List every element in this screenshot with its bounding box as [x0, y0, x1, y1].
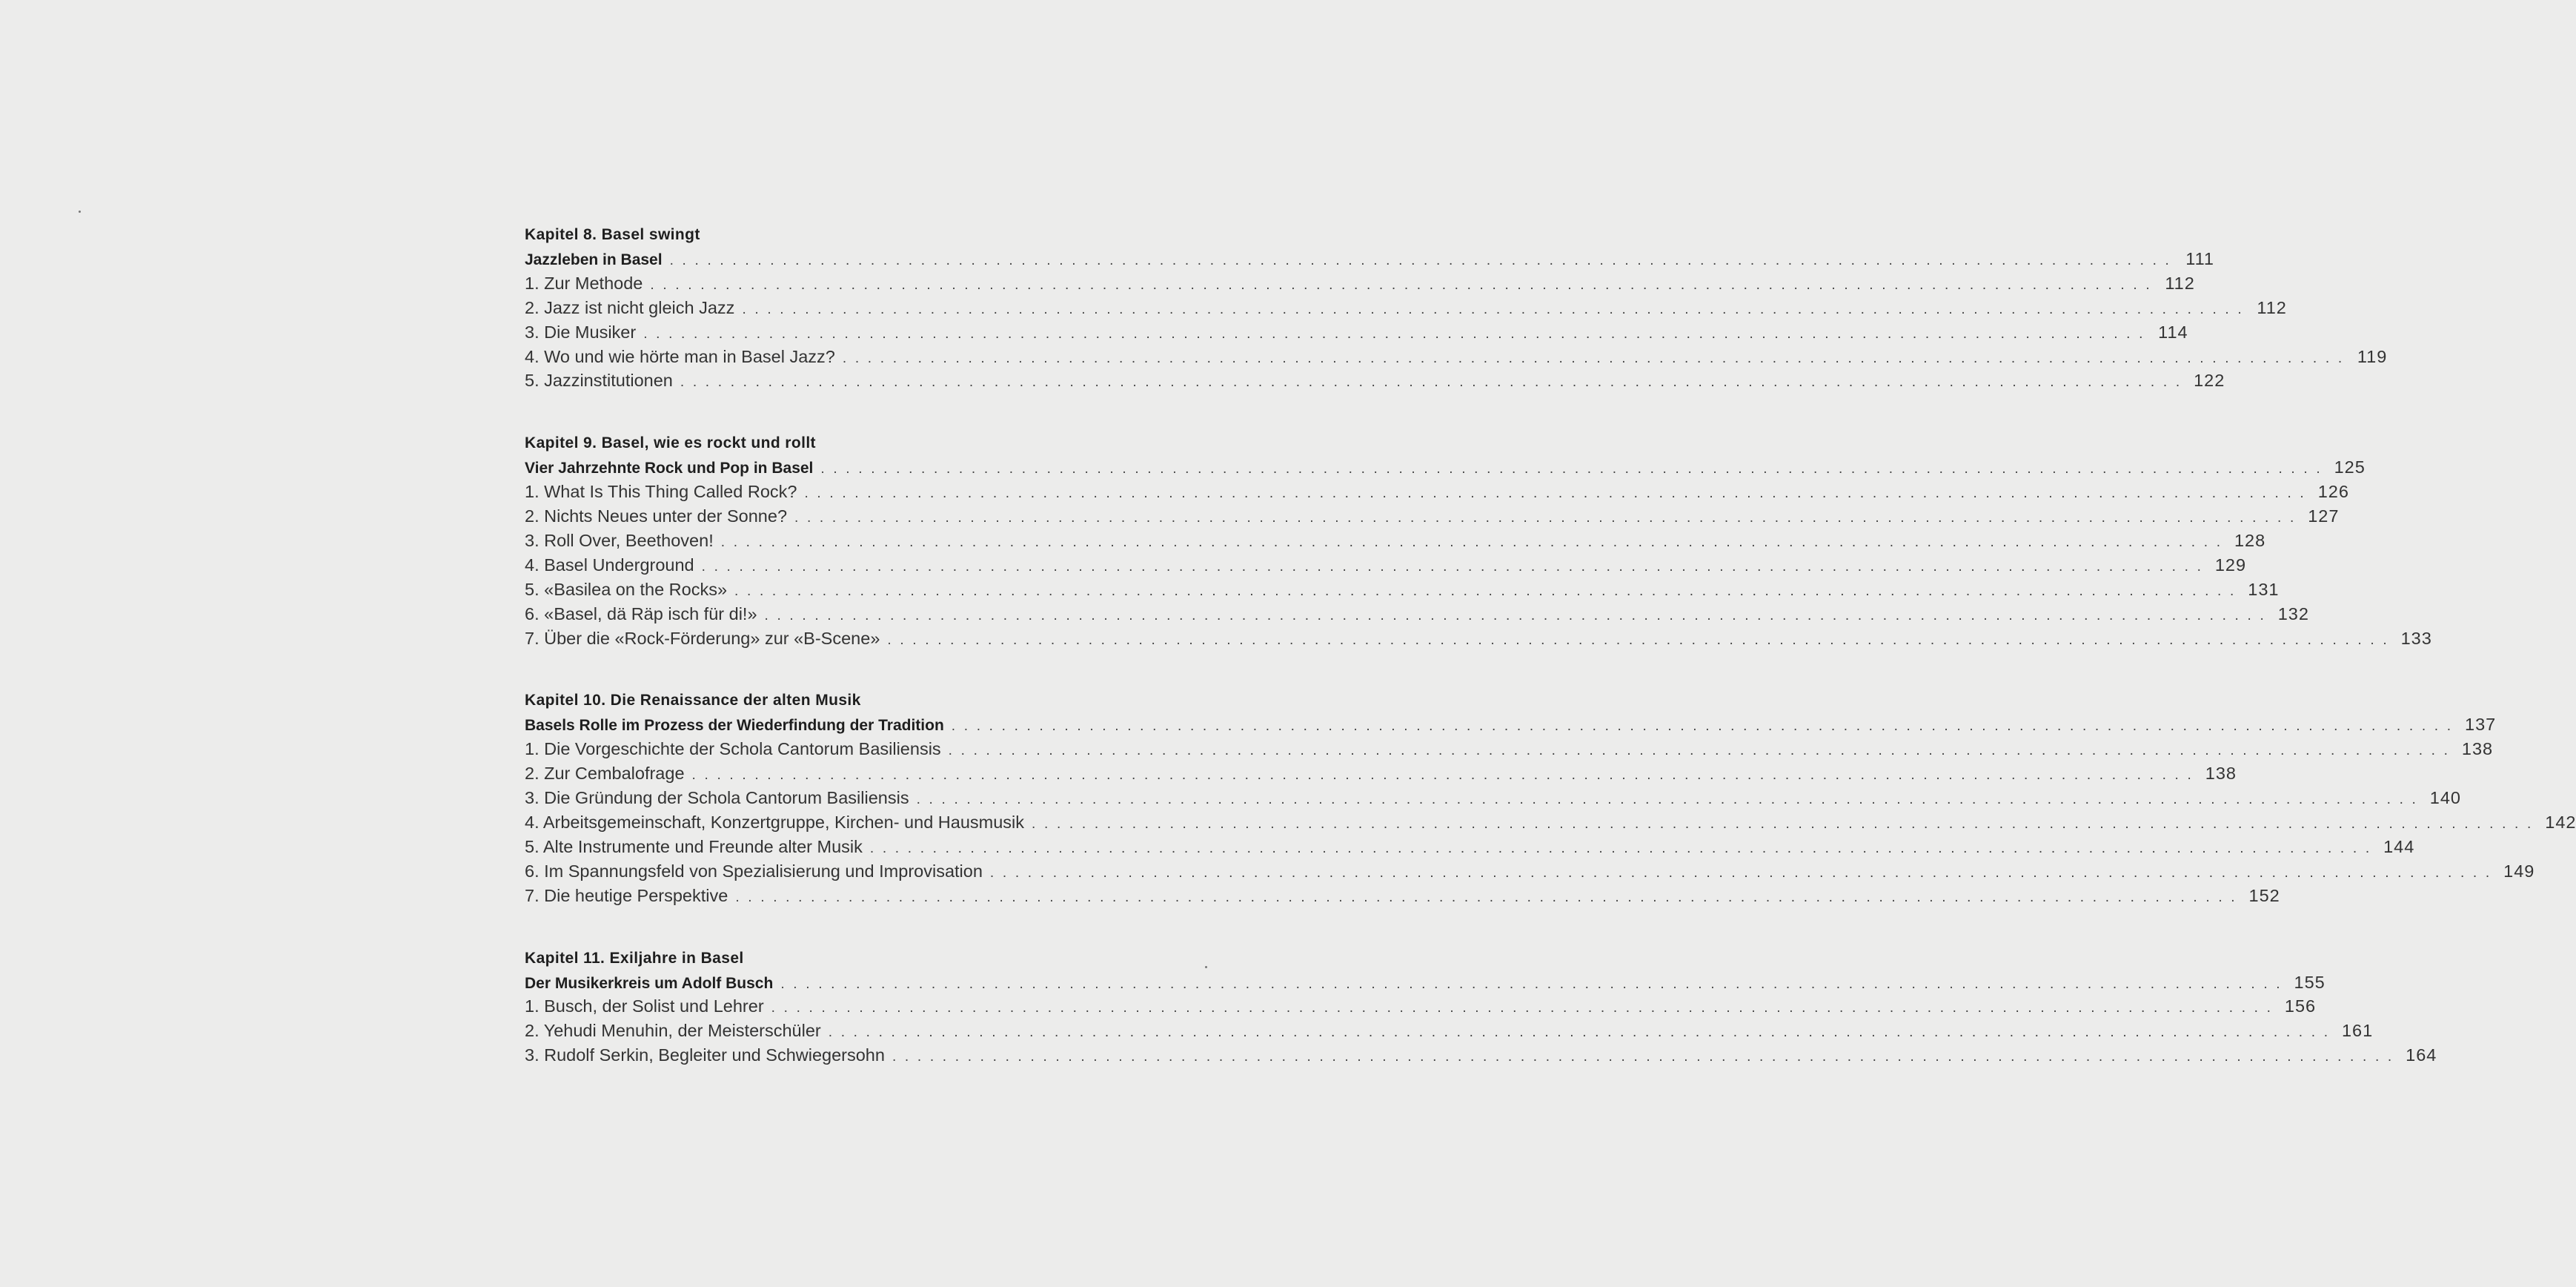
entry-page-number: 128 — [2234, 531, 2266, 551]
toc-entry — [525, 994, 2317, 1019]
chapter-11 — [525, 946, 2437, 1068]
entry-label: 4. Basel Underground — [525, 555, 694, 575]
entry-label: 4. Wo und wie hörte man in Basel Jazz? — [525, 346, 835, 366]
chapter-subtitle-entry — [525, 247, 2215, 271]
chapter-9 — [525, 431, 2432, 650]
toc-entry — [525, 368, 2225, 393]
dot-leader: . . . . . . . . . . . . . . . . . . . . . . . . . . . . . . . . . . . . . . . . . . . . . . . . . . . . . . . . . . . . . . . . . . . . . . . . . . . . . . . . . . . . . . . . . . . . . . . . . . . . . . . . . . . . . . . . . . . . . . . . — [804, 486, 2306, 502]
entry-page-number: 132 — [2277, 603, 2309, 623]
dot-leader: . . . . . . . . . . . . . . . . . . . . . . . . . . . . . . . . . . . . . . . . . . . . . . . . . . . . . . . . . . . . . . . . . . . . . . . . . . . . . . . . . . . . . . . . . . . . . . . . . . . . . . . . . . . . . . . . . . . . . . . . — [1032, 816, 2534, 833]
entry-label: 5. «Basilea on the Rocks» — [525, 579, 728, 599]
toc-entry — [525, 602, 2309, 626]
entry-page-number: 125 — [2334, 457, 2366, 477]
entry-label: 4. Arbeitsgemeinschaft, Konzertgruppe, Kirchen- und Hausmusik — [525, 813, 1025, 833]
entry-label: 3. Rudolf Serkin, Begleiter und Schwiegersohn — [525, 1045, 885, 1065]
entry-page-number: 119 — [2357, 346, 2388, 366]
entry-page-number: 138 — [2461, 739, 2494, 759]
toc-entry — [525, 345, 2388, 369]
toc-entry — [525, 320, 2188, 345]
toc-entry — [525, 1019, 2374, 1043]
entry-page-number: 111 — [2185, 249, 2215, 268]
toc-entry — [525, 835, 2415, 859]
scan-speck — [1205, 966, 1207, 968]
toc-entry — [525, 480, 2349, 504]
dot-leader: . . . . . . . . . . . . . . . . . . . . . . . . . . . . . . . . . . . . . . . . . . . . . . . . . . . . . . . . . . . . . . . . . . . . . . . . . . . . . . . . . . . . . . . . . . . . . . . . . . . . . . . . . . . . . . . . . . . . . . . . — [828, 1025, 2331, 1041]
toc-entry — [525, 761, 2237, 786]
dot-leader: . . . . . . . . . . . . . . . . . . . . . . . . . . . . . . . . . . . . . . . . . . . . . . . . . . . . . . . . . . . . . . . . . . . . . . . . . . . . . . . . . . . . . . . . . . . . . . . . . . . . . . . . . . . . . . . . . . . . . . . . — [794, 510, 2297, 526]
chapter-title: Kapitel 11. Exiljahre in Basel — [525, 949, 744, 967]
dot-leader: . . . . . . . . . . . . . . . . . . . . . . . . . . . . . . . . . . . . . . . . . . . . . . . . . . . . . . . . . . . . . . . . . . . . . . . . . . . . . . . . . . . . . . . . . . . . . . . . . . . . . . . . . . . . . . . . . . . . . . . . — [735, 889, 2237, 905]
dot-leader: . . . . . . . . . . . . . . . . . . . . . . . . . . . . . . . . . . . . . . . . . . . . . . . . . . . . . . . . . . . . . . . . . . . . . . . . . . . . . . . . . . . . . . . . . . . . . . . . . . . . . . . . . . . . . . . . . . . . . . . . — [691, 767, 2194, 784]
dot-leader: . . . . . . . . . . . . . . . . . . . . . . . . . . . . . . . . . . . . . . . . . . . . . . . . . . . . . . . . . . . . . . . . . . . . . . . . . . . . . . . . . . . . . . . . . . . . . . . . . . . . . . . . . . . . . . . . . . . . . . . . — [916, 792, 2419, 808]
dot-leader: . . . . . . . . . . . . . . . . . . . . . . . . . . . . . . . . . . . . . . . . . . . . . . . . . . . . . . . . . . . . . . . . . . . . . . . . . . . . . . . . . . . . . . . . . . . . . . . . . . . . . . . . . . . . . . . . . . . . . . . . — [951, 718, 2454, 735]
chapter-10 — [525, 688, 2576, 907]
dot-leader: . . . . . . . . . . . . . . . . . . . . . . . . . . . . . . . . . . . . . . . . . . . . . . . . . . . . . . . . . . . . . . . . . . . . . . . . . . . . . . . . . . . . . . . . . . . . . . . . . . . . . . . . . . . . . . . . . . . . . . . . — [771, 1000, 2274, 1016]
chapter-title: Kapitel 9. Basel, wie es rockt und rollt — [525, 434, 816, 452]
chapter-subtitle-entry — [525, 970, 2326, 995]
entry-page-number: 114 — [2158, 322, 2188, 342]
entry-label: Der Musikerkreis um Adolf Busch — [525, 974, 774, 992]
entry-label: 2. Jazz ist nicht gleich Jazz — [525, 297, 735, 317]
entry-page-number: 149 — [2503, 861, 2535, 881]
entry-page-number: 155 — [2294, 972, 2326, 992]
entry-label: 2. Nichts Neues unter der Sonne? — [525, 506, 788, 526]
entry-label: 7. Die heutige Perspektive — [525, 885, 728, 905]
entry-page-number: 126 — [2317, 482, 2349, 502]
entry-page-number: 122 — [2194, 371, 2225, 391]
table-of-contents — [525, 222, 2576, 1068]
entry-page-number: 164 — [2406, 1045, 2437, 1065]
dot-leader: . . . . . . . . . . . . . . . . . . . . . . . . . . . . . . . . . . . . . . . . . . . . . . . . . . . . . . . . . . . . . . . . . . . . . . . . . . . . . . . . . . . . . . . . . . . . . . . . . . . . . . . . . . . . . . . . . . . . . . . . — [643, 325, 2145, 342]
dot-leader: . . . . . . . . . . . . . . . . . . . . . . . . . . . . . . . . . . . . . . . . . . . . . . . . . . . . . . . . . . . . . . . . . . . . . . . . . . . . . . . . . . . . . . . . . . . . . . . . . . . . . . . . . . . . . . . . . . . . . . . . — [720, 535, 2223, 551]
entry-page-number: 156 — [2284, 996, 2317, 1016]
toc-entry — [525, 553, 2247, 578]
chapter-subtitle-entry — [525, 455, 2366, 480]
entry-page-number: 152 — [2248, 885, 2280, 905]
entry-page-number: 161 — [2341, 1021, 2374, 1041]
entry-label: 3. Roll Over, Beethoven! — [525, 531, 714, 551]
entry-label: 7. Über die «Rock-Förderung» zur «B-Scene» — [525, 628, 880, 648]
entry-label: Basels Rolle im Prozess der Wiederfindung der Tradition — [525, 717, 944, 735]
entry-page-number: 129 — [2214, 555, 2247, 575]
dot-leader: . . . . . . . . . . . . . . . . . . . . . . . . . . . . . . . . . . . . . . . . . . . . . . . . . . . . . . . . . . . . . . . . . . . . . . . . . . . . . . . . . . . . . . . . . . . . . . . . . . . . . . . . . . . . . . . . . . . . . . . . — [887, 632, 2389, 648]
dot-leader: . . . . . . . . . . . . . . . . . . . . . . . . . . . . . . . . . . . . . . . . . . . . . . . . . . . . . . . . . . . . . . . . . . . . . . . . . . . . . . . . . . . . . . . . . . . . . . . . . . . . . . . . . . . . . . . . . . . . . . . . — [764, 607, 2266, 623]
entry-label: 5. Jazzinstitutionen — [525, 371, 673, 391]
toc-entry — [525, 504, 2340, 529]
toc-entry — [525, 859, 2535, 884]
toc-entry — [525, 296, 2287, 320]
entry-label: 5. Alte Instrumente und Freunde alter Musik — [525, 836, 863, 856]
toc-entry — [525, 271, 2195, 296]
dot-leader: . . . . . . . . . . . . . . . . . . . . . . . . . . . . . . . . . . . . . . . . . . . . . . . . . . . . . . . . . . . . . . . . . . . . . . . . . . . . . . . . . . . . . . . . . . . . . . . . . . . . . . . . . . . . . . . . . . . . . . . . — [842, 350, 2345, 366]
entry-page-number: 112 — [2257, 297, 2287, 317]
entry-label: 1. Die Vorgeschichte der Schola Cantorum Basiliensis — [525, 739, 941, 759]
dot-leader: . . . . . . . . . . . . . . . . . . . . . . . . . . . . . . . . . . . . . . . . . . . . . . . . . . . . . . . . . . . . . . . . . . . . . . . . . . . . . . . . . . . . . . . . . . . . . . . . . . . . . . . . . . . . . . . . . . . . . . . . — [820, 461, 2323, 477]
entry-page-number: 140 — [2429, 788, 2462, 808]
entry-page-number: 131 — [2248, 579, 2280, 599]
dot-leader: . . . . . . . . . . . . . . . . . . . . . . . . . . . . . . . . . . . . . . . . . . . . . . . . . . . . . . . . . . . . . . . . . . . . . . . . . . . . . . . . . . . . . . . . . . . . . . . . . . . . . . . . . . . . . . . . . . . . . . . . — [780, 976, 2283, 992]
dot-leader: . . . . . . . . . . . . . . . . . . . . . . . . . . . . . . . . . . . . . . . . . . . . . . . . . . . . . . . . . . . . . . . . . . . . . . . . . . . . . . . . . . . . . . . . . . . . . . . . . . . . . . . . . . . . . . . . . . . . . . . . — [701, 558, 2204, 575]
dot-leader: . . . . . . . . . . . . . . . . . . . . . . . . . . . . . . . . . . . . . . . . . . . . . . . . . . . . . . . . . . . . . . . . . . . . . . . . . . . . . . . . . . . . . . . . . . . . . . . . . . . . . . . . . . . . . . . . . . . . . . . . — [742, 301, 2244, 317]
entry-label: Vier Jahrzehnte Rock und Pop in Basel — [525, 460, 814, 477]
entry-label: 1. Zur Methode — [525, 273, 643, 293]
entry-label: 6. «Basel, dä Räp isch für di!» — [525, 603, 757, 623]
entry-label: 2. Zur Cembalofrage — [525, 764, 685, 784]
entry-label: 1. Busch, der Solist und Lehrer — [525, 996, 764, 1016]
chapter-subtitle-entry — [525, 712, 2497, 737]
entry-page-number: 144 — [2383, 836, 2415, 856]
entry-page-number: 133 — [2400, 628, 2432, 648]
entry-label: 3. Die Musiker — [525, 322, 637, 342]
entry-page-number: 138 — [2205, 764, 2237, 784]
toc-entry — [525, 737, 2494, 761]
toc-entry — [525, 810, 2576, 835]
chapter-8 — [525, 222, 2388, 393]
chapter-title: Kapitel 8. Basel swingt — [525, 226, 700, 243]
entry-label: 1. What Is This Thing Called Rock? — [525, 482, 797, 502]
toc-entry — [525, 786, 2462, 810]
scan-speck — [79, 211, 81, 213]
dot-leader: . . . . . . . . . . . . . . . . . . . . . . . . . . . . . . . . . . . . . . . . . . . . . . . . . . . . . . . . . . . . . . . . . . . . . . . . . . . . . . . . . . . . . . . . . . . . . . . . . . . . . . . . . . . . . . . . . . . . . . . . — [734, 583, 2237, 599]
dot-leader: . . . . . . . . . . . . . . . . . . . . . . . . . . . . . . . . . . . . . . . . . . . . . . . . . . . . . . . . . . . . . . . . . . . . . . . . . . . . . . . . . . . . . . . . . . . . . . . . . . . . . . . . . . . . . . . . . . . . . . . . — [650, 277, 2152, 293]
entry-label: 6. Im Spannungsfeld von Spezialisierung und Improvisation — [525, 861, 983, 881]
dot-leader: . . . . . . . . . . . . . . . . . . . . . . . . . . . . . . . . . . . . . . . . . . . . . . . . . . . . . . . . . . . . . . . . . . . . . . . . . . . . . . . . . . . . . . . . . . . . . . . . . . . . . . . . . . . . . . . . . . . . . . . . — [680, 374, 2182, 391]
entry-label: 3. Die Gründung der Schola Cantorum Basiliensis — [525, 788, 909, 808]
toc-entry — [525, 626, 2432, 651]
entry-page-number: 137 — [2465, 715, 2497, 735]
entry-label: 2. Yehudi Menuhin, der Meisterschüler — [525, 1021, 821, 1041]
chapter-title: Kapitel 10. Die Renaissance der alten Musik — [525, 692, 861, 709]
toc-entry — [525, 529, 2266, 553]
entry-page-number: 112 — [2165, 273, 2195, 293]
dot-leader: . . . . . . . . . . . . . . . . . . . . . . . . . . . . . . . . . . . . . . . . . . . . . . . . . . . . . . . . . . . . . . . . . . . . . . . . . . . . . . . . . . . . . . . . . . . . . . . . . . . . . . . . . . . . . . . . . . . . . . . . — [989, 864, 2492, 881]
entry-label: Jazzleben in Basel — [525, 251, 663, 268]
entry-page-number: 127 — [2308, 506, 2340, 526]
dot-leader: . . . . . . . . . . . . . . . . . . . . . . . . . . . . . . . . . . . . . . . . . . . . . . . . . . . . . . . . . . . . . . . . . . . . . . . . . . . . . . . . . . . . . . . . . . . . . . . . . . . . . . . . . . . . . . . . . . . . . . . . — [892, 1049, 2394, 1065]
dot-leader: . . . . . . . . . . . . . . . . . . . . . . . . . . . . . . . . . . . . . . . . . . . . . . . . . . . . . . . . . . . . . . . . . . . . . . . . . . . . . . . . . . . . . . . . . . . . . . . . . . . . . . . . . . . . . . . . . . . . . . . . — [869, 840, 2372, 856]
toc-entry — [525, 578, 2280, 602]
dot-leader: . . . . . . . . . . . . . . . . . . . . . . . . . . . . . . . . . . . . . . . . . . . . . . . . . . . . . . . . . . . . . . . . . . . . . . . . . . . . . . . . . . . . . . . . . . . . . . . . . . . . . . . . . . . . . . . . . . . . . . . . — [669, 253, 2172, 268]
entry-page-number: 142 — [2545, 813, 2576, 833]
dot-leader: . . . . . . . . . . . . . . . . . . . . . . . . . . . . . . . . . . . . . . . . . . . . . . . . . . . . . . . . . . . . . . . . . . . . . . . . . . . . . . . . . . . . . . . . . . . . . . . . . . . . . . . . . . . . . . . . . . . . . . . . — [948, 743, 2451, 759]
toc-entry — [525, 1043, 2437, 1068]
toc-entry — [525, 884, 2280, 908]
